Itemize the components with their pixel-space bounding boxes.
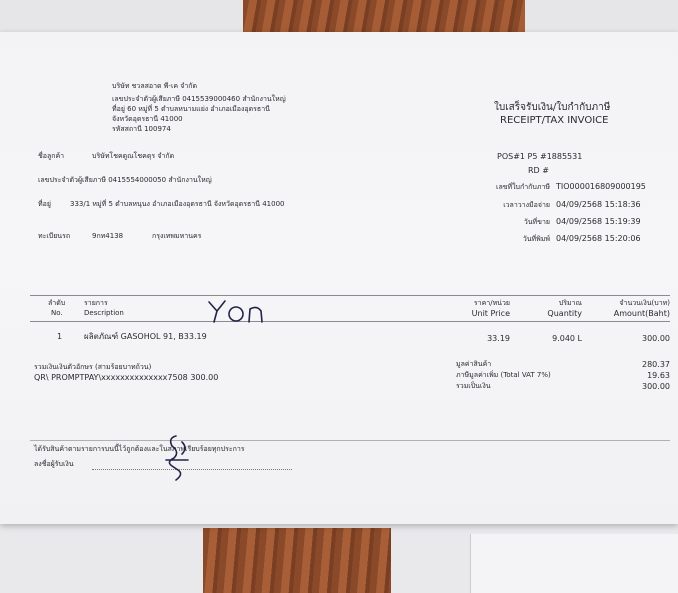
total-label: รวมเป็นเงิน bbox=[456, 382, 491, 390]
total-value: 300.00 bbox=[642, 382, 670, 391]
row-quantity: 9.040 L bbox=[552, 334, 582, 343]
subtotal-label: มูลค่าสินค้า bbox=[456, 360, 492, 368]
handwritten-note bbox=[205, 298, 275, 324]
seller-address-2: จังหวัดอุดรธานี 41000 bbox=[112, 115, 183, 123]
plate-number: 9กท4138 bbox=[92, 232, 124, 240]
receipt-paper bbox=[0, 32, 678, 524]
col-price-english: Unit Price bbox=[471, 309, 510, 318]
customer-name: บริษัทโชคดูณโชคดุร จำกัด bbox=[92, 152, 175, 160]
seller-tax-line: เลขประจำตัวผู้เสียภาษี 0415539000460 สำนักงานใหญ่ bbox=[112, 95, 286, 103]
plate-province: กรุงเทพมหานคร bbox=[152, 232, 202, 240]
customer-address-label: ที่อยู่ bbox=[38, 200, 51, 208]
row-description: ผลิตภัณฑ์ GASOHOL 91, B33.19 bbox=[84, 332, 207, 341]
wooden-table-surface bbox=[243, 0, 525, 34]
vat-label: ภาษีมูลค่าเพิ่ม (Total VAT 7%) bbox=[456, 371, 551, 379]
table-header-rule bbox=[30, 321, 670, 322]
signature-label: ลงชื่อผู้รับเงิน bbox=[34, 460, 74, 468]
row-no: 1 bbox=[57, 332, 63, 341]
customer-name-label: ชื่อลูกค้า bbox=[38, 152, 65, 160]
col-desc-thai: รายการ bbox=[84, 299, 108, 307]
meta-row-label: เวลาวางมือจ่าย bbox=[503, 201, 550, 209]
col-amount-thai: จำนวนเงิน(บาท) bbox=[619, 299, 670, 307]
col-no-thai: ลำดับ bbox=[48, 299, 66, 307]
customer-address: 333/1 หมู่ที่ 5 ตำบลหนุนง อำเภอเมืองอุดรธานี จังหวัดอุดรธานี 41000 bbox=[70, 200, 285, 208]
subtotal-value: 280.37 bbox=[642, 360, 670, 369]
seller-branch: รหัสสถานี 100974 bbox=[112, 125, 171, 133]
received-statement: ได้รับสินค้าตามรายการบนนี้ไว้ถูกต้องและในสภาพเรียบร้อยทุกประการ bbox=[34, 445, 245, 453]
handwritten-signature bbox=[160, 430, 194, 486]
doc-title-english: RECEIPT/TAX INVOICE bbox=[500, 115, 609, 126]
col-amount-english: Amount(Baht) bbox=[613, 309, 670, 318]
seller-address-1: ที่อยู่ 60 หมู่ที่ 5 ตำบลหนามแย่ง อำเภอเมืองอุดรธานี bbox=[112, 105, 270, 113]
table-top-rule bbox=[30, 295, 670, 296]
invoice-number: TIO000016809000195 bbox=[556, 182, 646, 191]
vat-value: 19.63 bbox=[647, 371, 670, 380]
seller-name: บริษัท ชวลสอาด พี-เค จำกัด bbox=[112, 82, 198, 90]
meta-row-value: 04/09/2568 15:18:36 bbox=[556, 200, 641, 209]
pos-info: POS#1 P5 #1885531 bbox=[497, 152, 583, 161]
meta-row-label: วันที่ขาย bbox=[523, 218, 550, 226]
doc-title-thai: ใบเสร็จรับเงิน/ใบกำกับภาษี bbox=[494, 102, 611, 113]
payment-method: QR\ PROMPTPAY\xxxxxxxxxxxxxx7508 300.00 bbox=[34, 373, 219, 382]
plate-label: ทะเบียนรถ bbox=[38, 232, 71, 240]
meta-row-value: 04/09/2568 15:19:39 bbox=[556, 217, 641, 226]
col-price-thai: ราคา/หน่วย bbox=[473, 299, 510, 307]
col-no-english: No. bbox=[51, 309, 63, 317]
customer-tax-line: เลขประจำตัวผู้เสียภาษี 0415554000050 สำนักงานใหญ่ bbox=[38, 176, 212, 184]
row-amount: 300.00 bbox=[642, 334, 670, 343]
invoice-number-label: เลขที่ใบกำกับภาษี bbox=[496, 183, 550, 191]
paper-card bbox=[470, 534, 678, 593]
meta-row-value: 04/09/2568 15:20:06 bbox=[556, 234, 641, 243]
col-qty-english: Quantity bbox=[547, 309, 582, 318]
footer-rule bbox=[30, 440, 670, 441]
col-desc-english: Description bbox=[84, 309, 124, 317]
amount-in-words: รวมเงินเงินตัวอักษร (สามร้อยบาทถ้วน) bbox=[34, 363, 152, 371]
wooden-table-surface bbox=[203, 528, 391, 593]
meta-row-label: วันที่พิมพ์ bbox=[522, 235, 550, 243]
col-qty-thai: ปริมาณ bbox=[558, 299, 582, 307]
background-bottom bbox=[0, 520, 678, 593]
rd-label: RD # bbox=[528, 166, 549, 175]
row-unit-price: 33.19 bbox=[487, 334, 510, 343]
